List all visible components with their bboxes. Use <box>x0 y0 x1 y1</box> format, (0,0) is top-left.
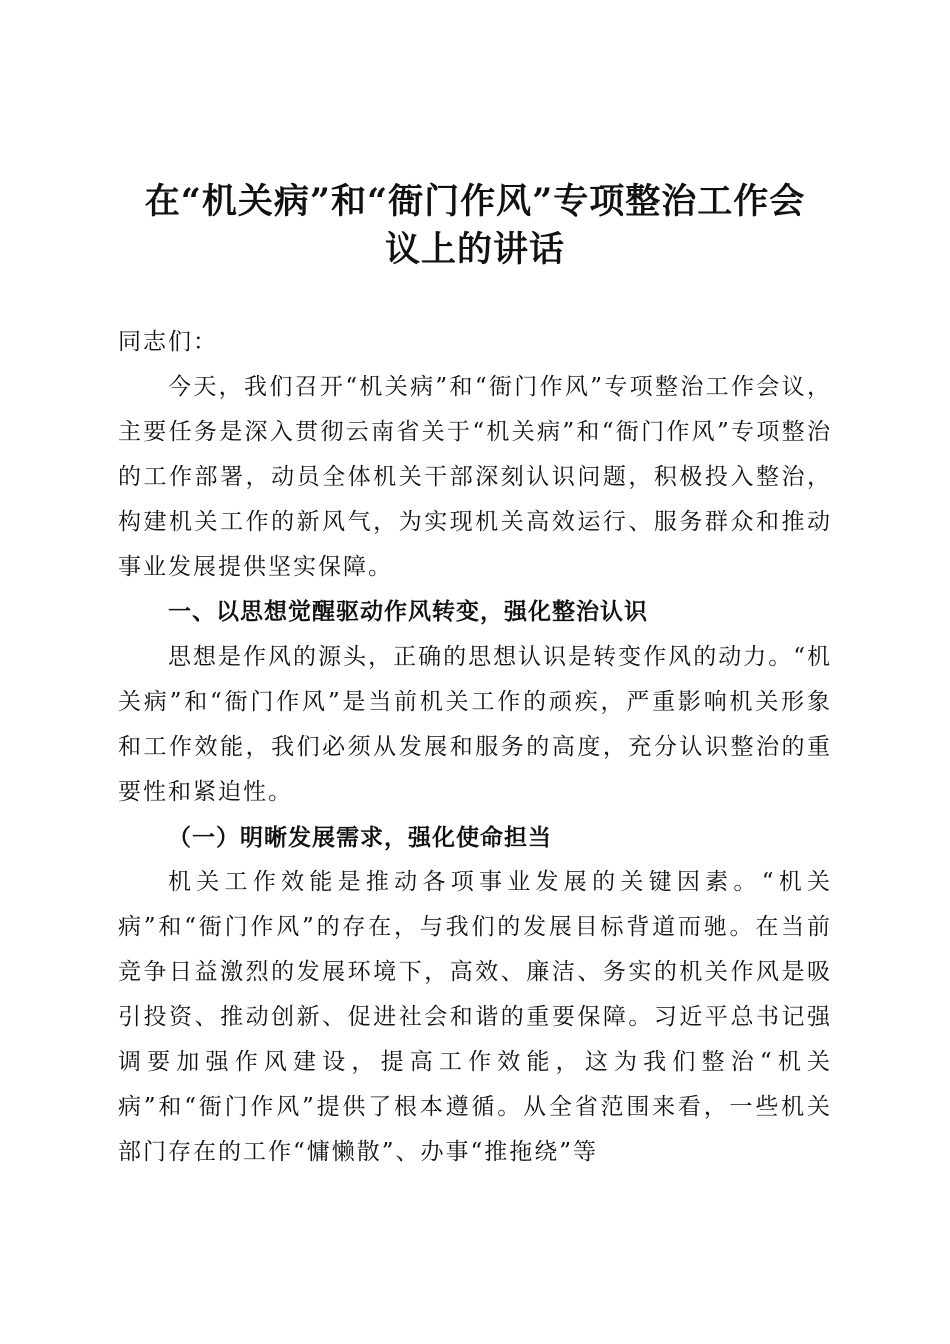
subsection-heading-1: （一）明晰发展需求，强化使命担当 <box>168 824 552 851</box>
paragraph-subsection-1: 机关工作效能是推动各项事业发展的关键因素。“机关病”和“衙门作风”的存在，与我们的发展目标背道而驰。在当前竞争日益激烈的发展环境下，高效、廉洁、务实的机关作风是吸引投资、推动创新、促进社会和谐的重要保障。习近平总书记强调要加强作风建设，提高工作效能，这为我们整治“机关病”和“衙门作风”提供了根本遵循。从全省范围来看，一些机关部门存在的工作“慵懒散”、办事“推拖绕”等 <box>118 869 832 1165</box>
document-title <box>100 178 850 274</box>
document-body <box>118 320 832 1175</box>
salutation: 同志们： <box>118 329 218 355</box>
paragraph-intro: 今天，我们召开“机关病”和“衙门作风”专项整治工作会议，主要任务是深入贯彻云南省关于“机关病”和“衙门作风”专项整治的工作部署，动员全体机关干部深刻认识问题，积极投入整治，构建机关工作的新风气，为实现机关高效运行、服务群众和推动事业发展提供坚实保障。 <box>118 374 832 580</box>
paragraph-section-1: 思想是作风的源头，正确的思想认识是转变作风的动力。“机关病”和“衙门作风”是当前机关工作的顽疾，严重影响机关形象和工作效能，我们必须从发展和服务的高度，充分认识整治的重要性和紧迫性。 <box>118 644 832 805</box>
section-heading-1: 一、以思想觉醒驱动作风转变，强化整治认识 <box>168 599 648 625</box>
title-line-1: 在“机关病”和“衙门作风”专项整治工作会 <box>144 181 806 222</box>
title-line-2: 议上的讲话 <box>384 229 565 270</box>
